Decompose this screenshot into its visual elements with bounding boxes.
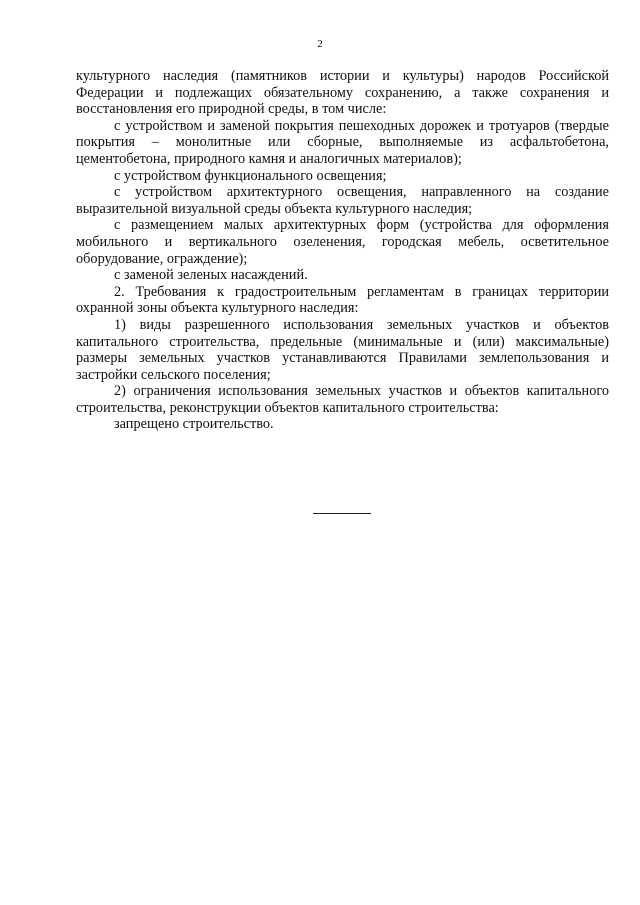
paragraph-architectural-lighting: с устройством архитектурного освещения, направленного на создание выразительной визуальной среды объекта культурного наследия;	[76, 184, 609, 217]
paragraph-green-spaces: с заменой зеленых насаждений.	[114, 267, 308, 284]
paragraph-walkways: с устройством и заменой покрытия пешеходных дорожек и тротуаров (твердые покрытия – монолитные или сборные, выполняемые из асфальтобетона, цементобетона, природного камня и аналогичных материалов);	[76, 117, 609, 167]
end-of-document-rule	[313, 513, 371, 514]
paragraph-section-2: 2. Требования к градостроительным регламентам в границах территории охранной зоны объекта культурного наследия:	[76, 283, 609, 317]
paragraph-item-2: 2) ограничения использования земельных участков и объектов капитального строительства, реконструкции объектов капитального строительства:	[76, 383, 609, 416]
paragraph-functional-lighting: с устройством функционального освещения;	[114, 167, 387, 184]
paragraph-item-1: 1) виды разрешенного использования земельных участков и объектов капитального строительства, предельные (минимальные и (или) максимальные) размеры земельных участков устанавливаются Правилами землепользования и застройки сельского поселения;	[76, 316, 609, 383]
paragraph-continuation: культурного наследия (памятников истории и культуры) народов Российской Федерации и подлежащих обязательному сохранению, а также сохранения и восстановления его природной среды, в том числе:	[76, 68, 609, 118]
paragraph-small-architectural-forms: с размещением малых архитектурных форм (устройства для оформления мобильного и вертикального озеленения, городская мебель, осветительное оборудование, ограждение);	[76, 217, 609, 267]
document-body	[76, 68, 609, 433]
page-number: 2	[317, 38, 323, 50]
paragraph-construction-prohibited: запрещено строительство.	[114, 416, 274, 433]
